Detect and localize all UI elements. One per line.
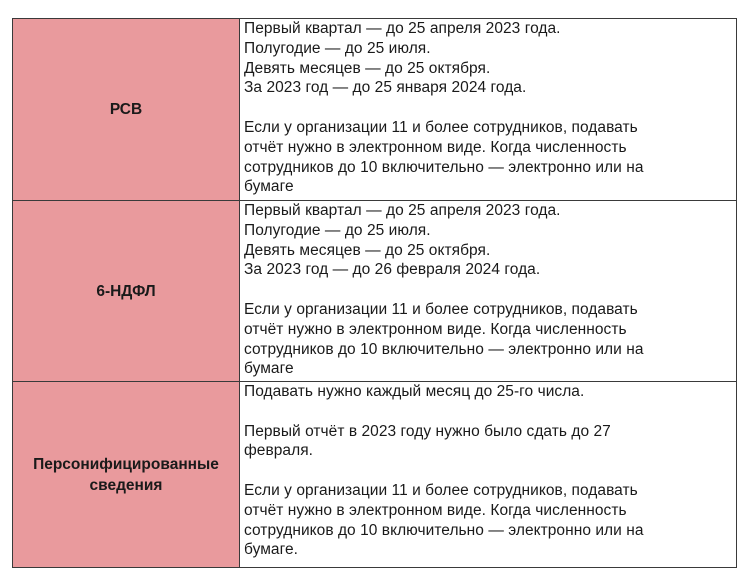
row-label-text: 6-НДФЛ xyxy=(96,282,156,300)
text-line: Полугодие — до 25 июля. xyxy=(244,221,431,239)
deadlines-table xyxy=(12,18,737,568)
text-line: сотрудников до 10 включительно — электронно или на xyxy=(244,340,644,358)
text-line: Девять месяцев — до 25 октября. xyxy=(244,59,491,77)
row-label-text: Персонифицированные xyxy=(33,455,219,473)
row-text-rsv xyxy=(240,19,737,201)
text-line: Первый квартал — до 25 апреля 2023 года. xyxy=(244,202,561,219)
table-row-ndfl xyxy=(13,201,737,382)
row-label-rsv xyxy=(13,19,240,201)
text-line: отчёт нужно в электронном виде. Когда численность xyxy=(244,320,627,338)
row-label-ndfl xyxy=(13,201,240,382)
text-line: Девять месяцев — до 25 октября. xyxy=(244,241,491,259)
text-line: февраля. xyxy=(244,442,313,460)
text-line: Подавать нужно каждый месяц до 25-го числа. xyxy=(244,383,585,400)
text-line: бумаге xyxy=(244,178,294,196)
text-line: отчёт нужно в электронном виде. Когда численность xyxy=(244,501,627,519)
text-line: отчёт нужно в электронном виде. Когда численность xyxy=(244,138,627,156)
text-line: Если у организации 11 и более сотрудников, подавать xyxy=(244,118,638,136)
row-label-personal-data xyxy=(13,382,240,568)
text-line: Полугодие — до 25 июля. xyxy=(244,39,431,57)
paragraph-gap xyxy=(244,98,732,118)
text-line: Первый отчёт в 2023 году нужно было сдать до 27 xyxy=(244,422,611,440)
text-line: бумаге. xyxy=(244,541,298,559)
row-text-ndfl xyxy=(240,201,737,382)
row-text-personal-data xyxy=(240,382,737,568)
text-line: За 2023 год — до 26 февраля 2024 года. xyxy=(244,261,541,279)
text-line: Первый квартал — до 25 апреля 2023 года. xyxy=(244,20,561,37)
text-line: Если у организации 11 и более сотрудников, подавать xyxy=(244,481,638,499)
text-line: Если у организации 11 и более сотрудников, подавать xyxy=(244,300,638,318)
text-line: За 2023 год — до 25 января 2024 года. xyxy=(244,79,527,97)
table-row-personal-data xyxy=(13,382,737,568)
paragraph-gap xyxy=(244,402,732,422)
paragraph-gap xyxy=(244,461,732,481)
row-label-text: РСВ xyxy=(109,101,143,118)
row-label-text: сведения xyxy=(89,476,163,494)
table-row-rsv xyxy=(13,19,737,201)
paragraph-gap xyxy=(244,280,732,300)
text-line: сотрудников до 10 включительно — электронно или на xyxy=(244,158,644,176)
text-line: бумаге xyxy=(244,360,294,378)
text-line: сотрудников до 10 включительно — электронно или на xyxy=(244,521,644,539)
